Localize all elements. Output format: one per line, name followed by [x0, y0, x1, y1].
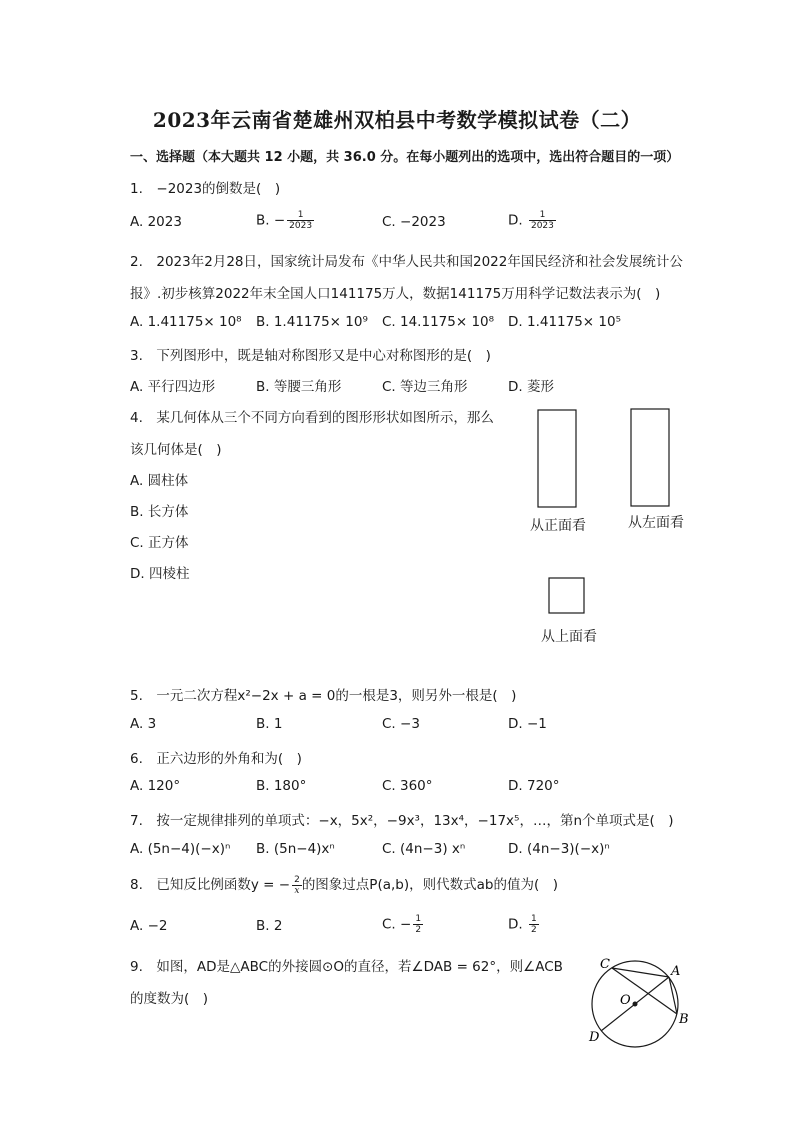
fraction-denominator: 2 — [530, 925, 537, 935]
question-9-line-2: 的度数为( ) — [130, 991, 209, 1007]
fraction-denominator: 2023 — [289, 221, 313, 231]
question-3-option-b: B. 等腰三角形 — [256, 379, 342, 395]
front-view-label: 从正面看 — [530, 518, 586, 534]
question-7-option-a: A. (5n−4)(−x)ⁿ — [130, 841, 231, 857]
fraction-numerator: 1 — [530, 914, 537, 924]
question-5-option-a: A. 3 — [130, 716, 157, 732]
question-3-option-c: C. 等边三角形 — [382, 379, 468, 395]
fraction-numerator: 1 — [529, 210, 556, 221]
question-4-option-d: D. 四棱柱 — [130, 566, 190, 582]
fraction-numerator: 2 — [294, 874, 300, 885]
option-c-prefix: C. − — [382, 916, 412, 933]
question-1-option-c: C. −2023 — [382, 214, 446, 230]
question-9-line-1: 9. 如图，AD是△ABC的外接圆⊙O的直径，若∠DAB = 62°，则∠ACB — [130, 959, 563, 975]
fraction-denominator: 2023 — [530, 221, 554, 231]
question-6-stem: 6. 正六边形的外角和为( ) — [130, 751, 302, 767]
option-d-prefix: D. — [508, 916, 527, 933]
question-3-option-a: A. 平行四边形 — [130, 379, 216, 395]
question-4-option-a: A. 圆柱体 — [130, 473, 189, 489]
question-7-option-d: D. (4n−3)(−x)ⁿ — [508, 841, 610, 857]
label-b: B — [679, 1012, 689, 1027]
question-6-option-a: A. 120° — [130, 778, 181, 794]
left-view-label: 从左面看 — [628, 515, 684, 531]
question-4-line-2: 该几何体是( ) — [130, 442, 222, 458]
question-2-line-1: 2. 2023年2月28日，国家统计局发布《中华人民共和国2022年国民经济和社会发展统计公 — [130, 254, 683, 270]
question-2-option-a: A. 1.41175× 10⁸ — [130, 314, 242, 330]
question-1-option-a: A. 2023 — [130, 214, 182, 230]
question-1-stem: 1. −2023的倒数是( ) — [130, 181, 281, 197]
question-2-line-2: 报》.初步核算2022年末全国人口141175万人，数据141175万用科学记数法表示为( ) — [130, 286, 661, 302]
label-d: D — [589, 1030, 600, 1045]
question-4-option-c: C. 正方体 — [130, 535, 189, 551]
page-title: 2023年云南省楚雄州双柏县中考数学模拟试卷（二） — [152, 108, 642, 132]
fraction-numerator: 1 — [415, 914, 422, 924]
label-a: A — [671, 964, 681, 979]
question-7-stem: 7. 按一定规律排列的单项式：−x，5x²，−9x³，13x⁴，−17x⁵，…，第n个单项式是( ) — [130, 813, 674, 829]
chord-ab — [669, 977, 677, 1014]
label-c: C — [600, 957, 610, 972]
option-d-prefix: D. — [508, 212, 527, 229]
question-5-option-c: C. −3 — [382, 716, 420, 732]
question-4-option-b: B. 长方体 — [130, 504, 189, 520]
question-5-stem: 5. 一元二次方程x²−2x + a = 0的一根是3，则另外一根是( ) — [130, 688, 517, 704]
center-point — [633, 1002, 638, 1007]
question-3-option-d: D. 菱形 — [508, 379, 554, 395]
question-2-option-b: B. 1.41175× 10⁹ — [256, 314, 368, 330]
question-3-stem: 3. 下列图形中，既是轴对称图形又是中心对称图形的是( ) — [130, 348, 491, 364]
top-view-label: 从上面看 — [541, 629, 597, 645]
question-6-option-d: D. 720° — [508, 778, 560, 794]
question-7-option-c: C. (4n−3) xⁿ — [382, 841, 466, 857]
section-heading: 一、选择题（本大题共 12 小题，共 36.0 分。在每小题列出的选项中，选出符合题目的一项） — [130, 150, 680, 165]
question-8-option-b: B. 2 — [256, 918, 283, 934]
stem-prefix: 8. 已知反比例函数y = − — [130, 877, 291, 893]
stem-suffix: 的图象过点P(a,b)，则代数式ab的值为( ) — [301, 877, 558, 893]
fraction-numerator: 1 — [287, 210, 314, 221]
label-o: O — [620, 993, 631, 1008]
question-2-option-d: D. 1.41175× 10⁵ — [508, 314, 621, 330]
question-4-line-1: 4. 某几何体从三个不同方向看到的图形形状如图所示，那么 — [130, 410, 494, 426]
question-2-option-c: C. 14.1175× 10⁸ — [382, 314, 495, 330]
fraction-denominator: x — [294, 885, 300, 896]
option-b-prefix: B. − — [256, 212, 286, 229]
question-8-option-a: A. −2 — [130, 918, 168, 934]
question-7-option-b: B. (5n−4)xⁿ — [256, 841, 335, 857]
question-6-option-c: C. 360° — [382, 778, 433, 794]
fraction-denominator: 2 — [415, 925, 422, 935]
question-5-option-d: D. −1 — [508, 716, 547, 732]
question-6-option-b: B. 180° — [256, 778, 307, 794]
question-5-option-b: B. 1 — [256, 716, 283, 732]
